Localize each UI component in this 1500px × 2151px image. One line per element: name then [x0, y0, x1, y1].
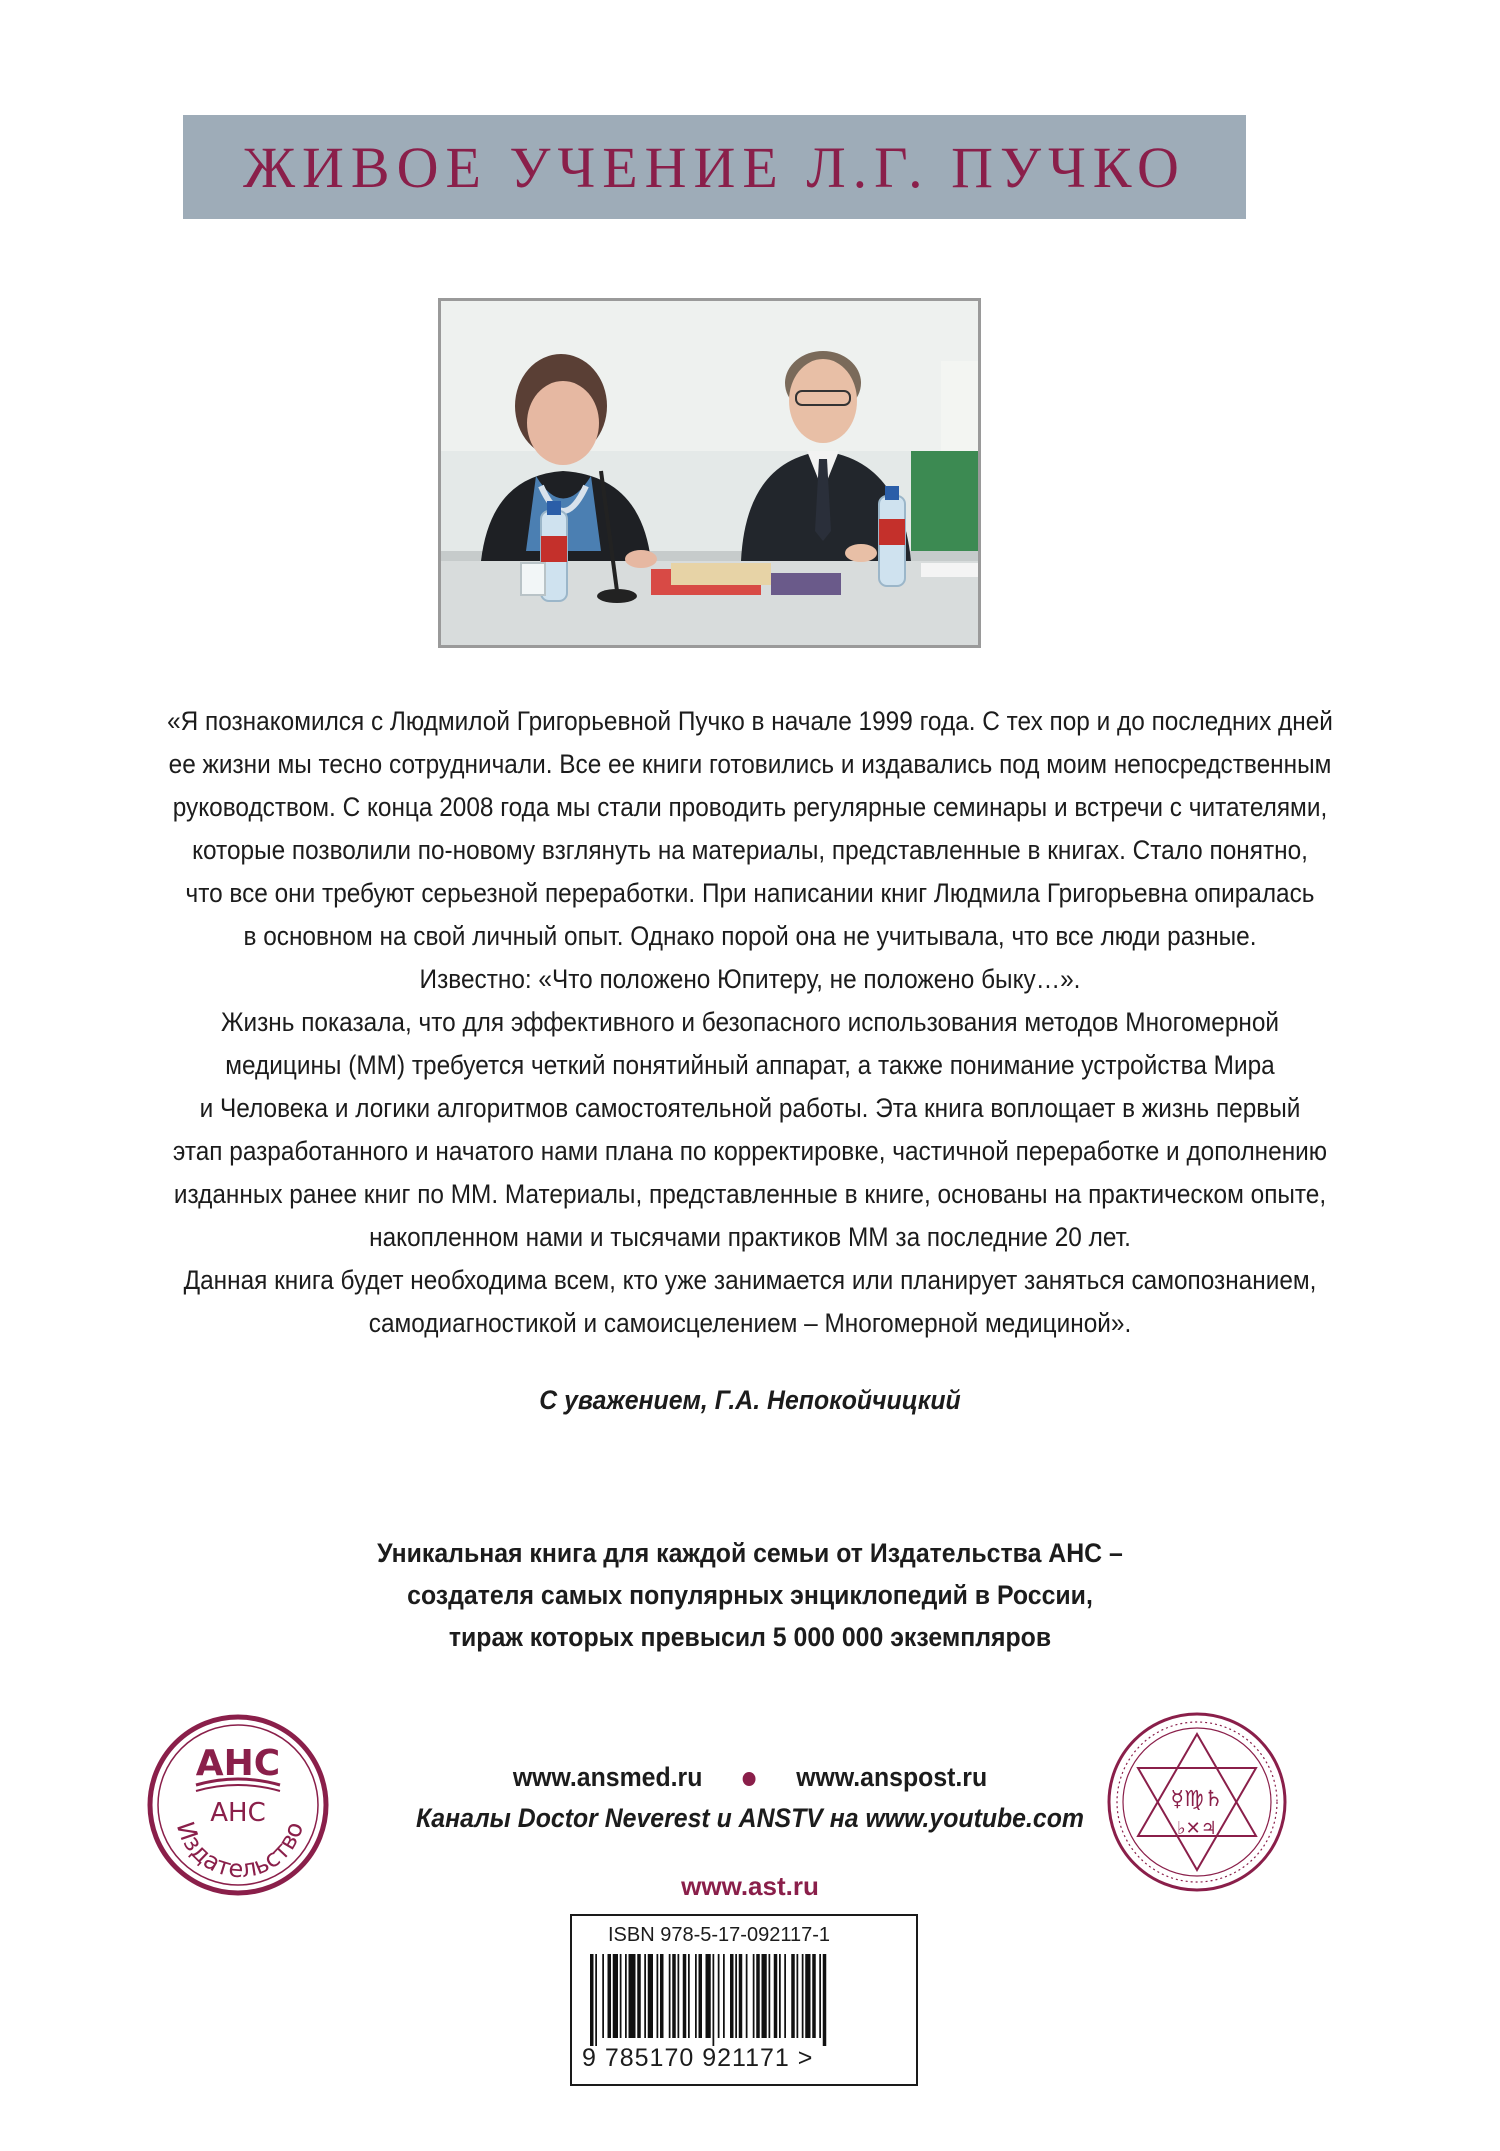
quote-signature: С уважением, Г.А. Непокойчицкий	[539, 1385, 961, 1415]
anspost-link[interactable]: www.anspost.ru	[796, 1762, 988, 1792]
quote-line: медицины (ММ) требуется четкий понятийный аппарат, а также понимание устройства Мира	[225, 1050, 1275, 1080]
isbn-number: ISBN 978-5-17-092117-1	[608, 1924, 830, 1946]
barcode-bar	[595, 1954, 597, 2046]
barcode-bar	[657, 1954, 659, 2038]
barcode-bar	[683, 1954, 687, 2038]
barcode-bar	[823, 1954, 827, 2046]
quote-line: руководством. С конца 2008 года мы стали проводить регулярные семинары и встречи с читателями,	[172, 792, 1328, 822]
barcode-bar	[812, 1954, 816, 2038]
barcode-bar	[730, 1954, 734, 2038]
testimonial-quote	[115, 700, 1385, 1345]
barcode-bar	[735, 1954, 737, 2038]
barcode-bar	[602, 1954, 604, 2038]
barcode-bar	[629, 1954, 636, 2038]
barcode-bar	[713, 1954, 715, 2046]
barcode-bar	[746, 1954, 748, 2038]
promo-line: создателя самых популярных энциклопедий в России,	[407, 1580, 1093, 1610]
quote-line: Жизнь показала, что для эффективного и безопасного использования методов Многомерной	[220, 1007, 1280, 1037]
title-band	[183, 115, 1246, 219]
youtube-channels-link[interactable]: Каналы Doctor Neverest и ANSTV на www.youtube.com	[416, 1803, 1084, 1833]
barcode-bar	[625, 1954, 627, 2038]
barcode-bar	[620, 1954, 622, 2038]
hexagram-seal-icon	[1105, 1710, 1289, 1894]
quote-line: в основном на свой личный опыт. Однако порой она не учитывала, что все люди разные.	[243, 921, 1257, 951]
barcode-bar	[718, 1954, 720, 2038]
barcode-bar	[660, 1954, 664, 2038]
barcode-bar	[774, 1954, 778, 2038]
ans-logo-arc-text: Издательство	[170, 1818, 309, 1884]
barcode-bar	[706, 1954, 711, 2038]
barcode-bar	[723, 1954, 725, 2038]
barcode-bar	[797, 1954, 799, 2038]
quote-line: ее жизни мы тесно сотрудничали. Все ее книги готовились и издавались под моим непосредственным	[168, 749, 1332, 779]
barcode-bar	[756, 1954, 760, 2038]
barcode-bar	[669, 1954, 671, 2038]
barcode-bar	[608, 1954, 612, 2038]
barcode-bar	[695, 1954, 697, 2038]
barcode-bar	[699, 1954, 703, 2038]
barcode-bar	[637, 1954, 641, 2038]
quote-line: которые позволили по-новому взглянуть на материалы, представленные в книгах. Стало понятно,	[192, 835, 1308, 865]
ans-logo-top-text: АНС	[195, 1743, 281, 1784]
author-photo	[438, 298, 981, 648]
ast-website-link[interactable]: www.ast.ru	[681, 1871, 819, 1901]
barcode-icon	[590, 1954, 902, 2046]
quote-line: Данная книга будет необходима всем, кто уже занимается или планирует заняться самопознанием,	[183, 1265, 1317, 1295]
quote-line: накопленном нами и тысячами практиков ММ за последние 20 лет.	[369, 1222, 1131, 1252]
barcode-bar	[784, 1954, 786, 2038]
series-title: ЖИВОЕ УЧЕНИЕ Л.Г. ПУЧКО	[243, 134, 1186, 200]
seal-glyphs-top: ☿♍♄	[1170, 1787, 1224, 1812]
quote-line: что все они требуют серьезной переработки. При написании книг Людмила Григорьевна опиралась	[185, 878, 1315, 908]
barcode-bar	[739, 1954, 743, 2038]
photo-illustration	[441, 301, 978, 645]
barcode-bar	[819, 1954, 821, 2038]
barcode-bar	[590, 1954, 594, 2046]
barcode-bar	[805, 1954, 810, 2038]
barcode-bar	[648, 1954, 653, 2038]
ans-logo-middle-text: АНС	[210, 1798, 266, 1828]
quote-line: изданных ранее книг по ММ. Материалы, представленные в книге, основаны на практическом опыте,	[173, 1179, 1327, 1209]
barcode-bar	[762, 1954, 767, 2038]
isbn-barcode	[570, 1914, 918, 2086]
barcode-bar	[613, 1954, 618, 2038]
barcode-bar	[802, 1954, 804, 2038]
quote-line: и Человека и логики алгоритмов самостоятельной работы. Эта книга воплощает в жизнь первый	[199, 1093, 1301, 1123]
barcode-bar	[779, 1954, 781, 2038]
seal-glyphs-bottom: ♭✕♃	[1177, 1818, 1217, 1839]
barcode-bar	[672, 1954, 676, 2038]
barcode-bar	[644, 1954, 646, 2038]
quote-line: самодиагностикой и самоисцелением – Многомерной медициной».	[368, 1308, 1132, 1338]
quote-line: Известно: «Что положено Юпитеру, не положено быку…».	[419, 964, 1081, 994]
seal-logo	[1105, 1710, 1289, 1894]
barcode-bar	[791, 1954, 795, 2038]
promo-line: тираж которых превысил 5 000 000 экземпляров	[448, 1622, 1052, 1652]
quote-line: этап разработанного и начатого нами плана по корректировке, частичной переработке и дополнению	[172, 1136, 1328, 1166]
barcode-bar	[688, 1954, 690, 2038]
quote-line: «Я познакомился с Людмилой Григорьевной Пучко в начале 1999 года. С тех пор и до последних дней	[167, 706, 1333, 736]
publisher-promo	[60, 1532, 1440, 1658]
ansmed-link[interactable]: www.ansmed.ru	[512, 1762, 703, 1792]
barcode-digits: 9 785170 921171 >	[582, 2044, 814, 2072]
barcode-bar	[678, 1954, 680, 2038]
barcode-bar	[769, 1954, 771, 2038]
separator-dot-icon	[743, 1772, 756, 1786]
barcode-bar	[753, 1954, 755, 2038]
promo-line: Уникальная книга для каждой семьи от Издательства АНС –	[377, 1538, 1123, 1568]
